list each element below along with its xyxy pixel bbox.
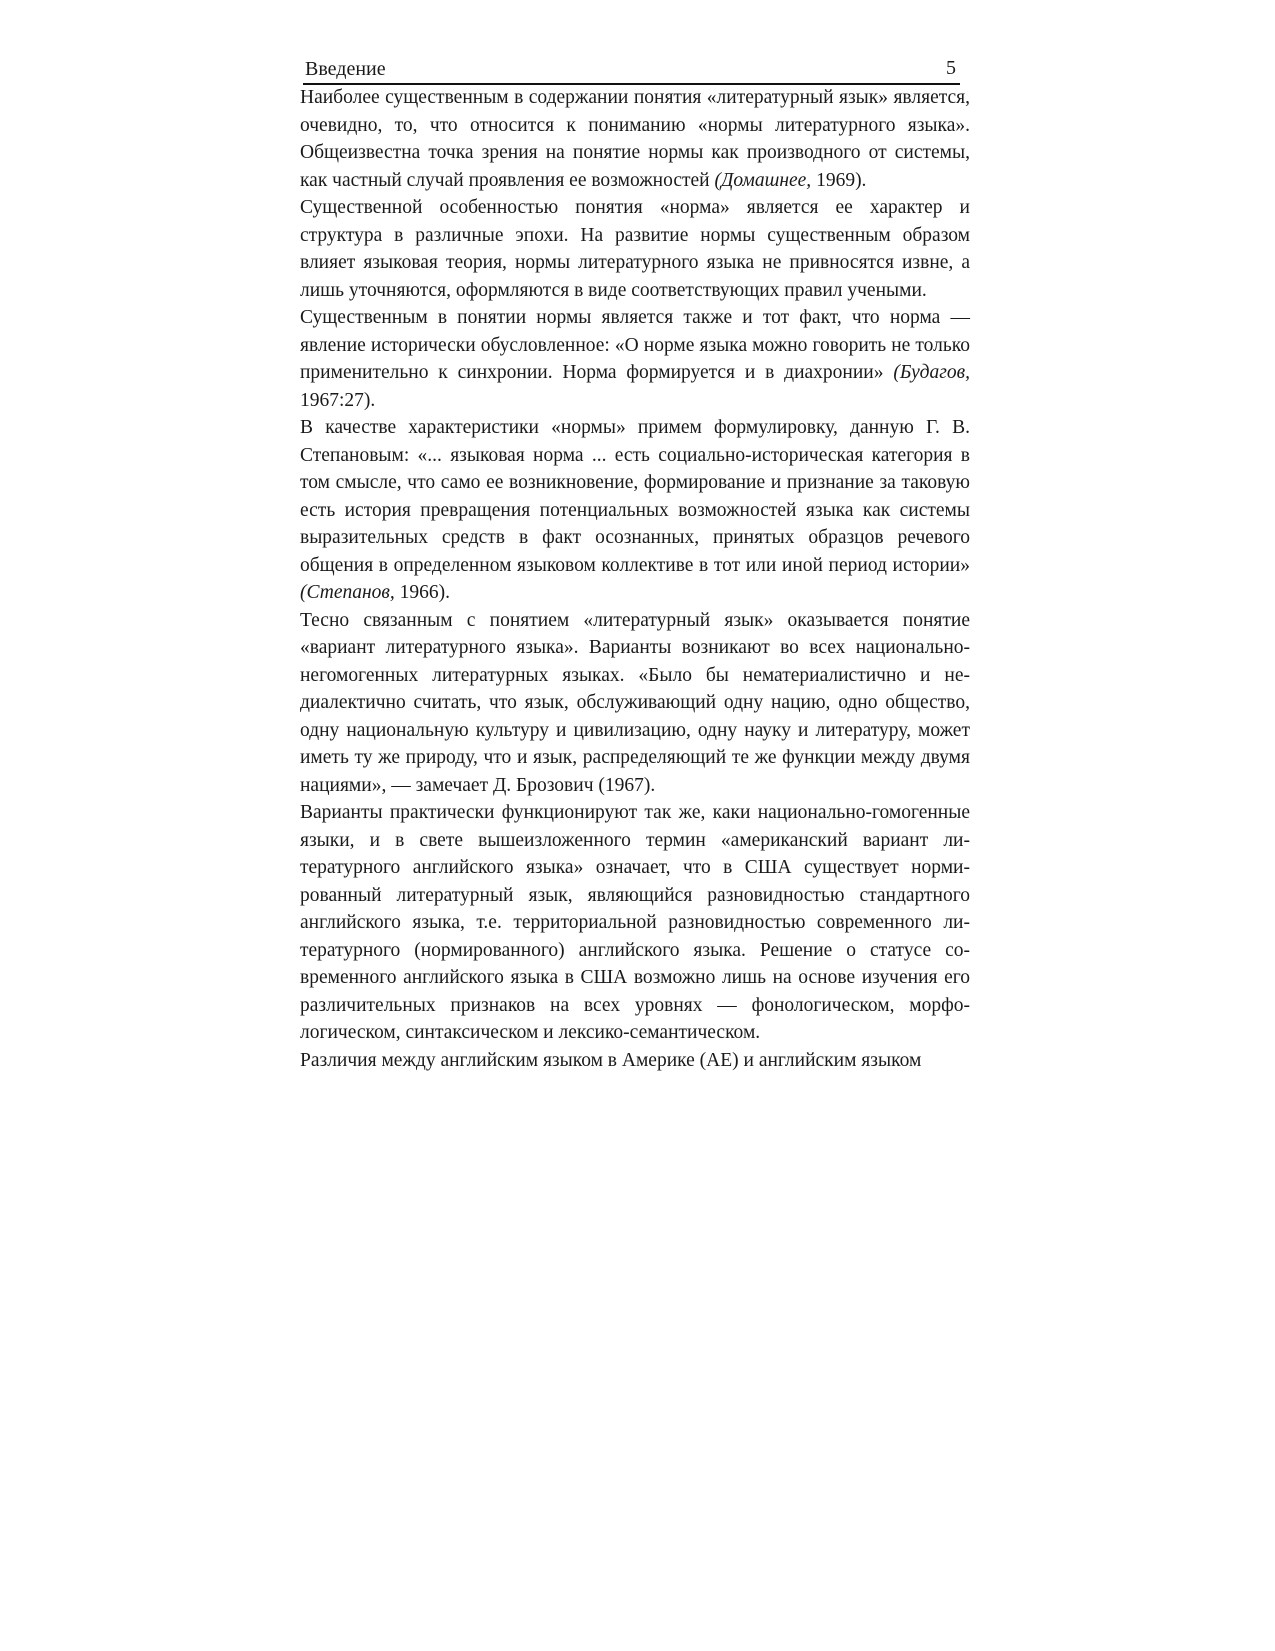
paragraph-1 [300,84,970,194]
page-number: 5 [946,57,956,79]
paragraph-7 [300,1047,970,1075]
header-title: Введение [305,58,386,80]
paragraph-text-tail: 1967:27). [300,389,376,411]
paragraph-text-tail: 1969). [811,169,867,191]
paragraph-2 [300,194,970,304]
citation: (Будагов, [893,362,970,383]
paragraph-4 [300,414,970,607]
citation: (Степанов, [300,582,395,603]
paragraph-3 [300,304,970,414]
paragraph-text: Существенной особенностью понятия «норма» является ее характер и структура в различные эпохи. На развитие нормы существенным образом влияет языковая теория, нормы литературного языка не привносятся извне, а лишь уточняются, оформляются в виде соответствующих правил учеными. [300,197,970,301]
body-text [300,84,970,1074]
paragraph-text: Варианты практически функционируют так же, каки национально-гомогенные языки, и в свете вышеизложенного термин «американский вариант литературного английского языка» означает, что в США существует нормированный литературный язык, являющийся разновидностью стандартного английского языка, т.е. территориальной разновидностью современного литературного (нормированного) английского языка. Решение о статусе современного английского языка в США возможно лишь на основе изучения его различительных признаков на всех уровнях — фонологическом, морфологическом, синтаксическом и лексико-семантическом. [300,802,970,1043]
citation: (Домашнее, [714,169,812,191]
paragraph-5 [300,607,970,800]
paragraph-text-tail: 1966). [394,582,451,603]
paragraph-text: Наиболее существенным в содержании понятия «литературный язык» является, очевидно, то, что относится к пониманию «нормы литературного языка». Общеизвестна точка зрения на понятие нормы как производного от системы, как частный случай проявления ее возможностей [300,87,970,191]
paragraph-text: Тесно связанным с понятием «литературный язык» оказывается понятие «вариант литературного языка». Варианты возникают во всех национально-негомогенных литературных языках. «Было бы нематериалистично и недиалектично считать, что язык, обслуживающий одну нацию, одно общество, одну национальную культуру и цивилизацию, одну науку и литературу, может иметь ту же природу, что и язык, распределяющий те же функции между двумя нациями», — замечает Д. Брозович (1967). [300,609,970,796]
paragraph-6 [300,799,970,1047]
paragraph-text: В качестве характеристики «нормы» примем формулировку, данную Г. В. Степановым: «... языковая норма ... есть социально-историческая категория в том смысле, что само ее возникновение, формирование и признание за таковую есть история превращения потенциальных возможностей языка как системы выразительных средств в факт осознанных, принятых образцов речевого общения в определенном языковом коллективе в тот или иной период истории» [300,417,970,576]
paragraph-text: Существенным в понятии нормы является также и тот факт, что норма — явление исторически обусловленное: «О норме языка можно говорить не только применительно к синхронии. Норма формируется и в диахронии» [300,307,970,383]
paragraph-text: Различия между английским языком в Америке (АЕ) и английским языком [300,1049,922,1071]
running-header [303,56,960,85]
